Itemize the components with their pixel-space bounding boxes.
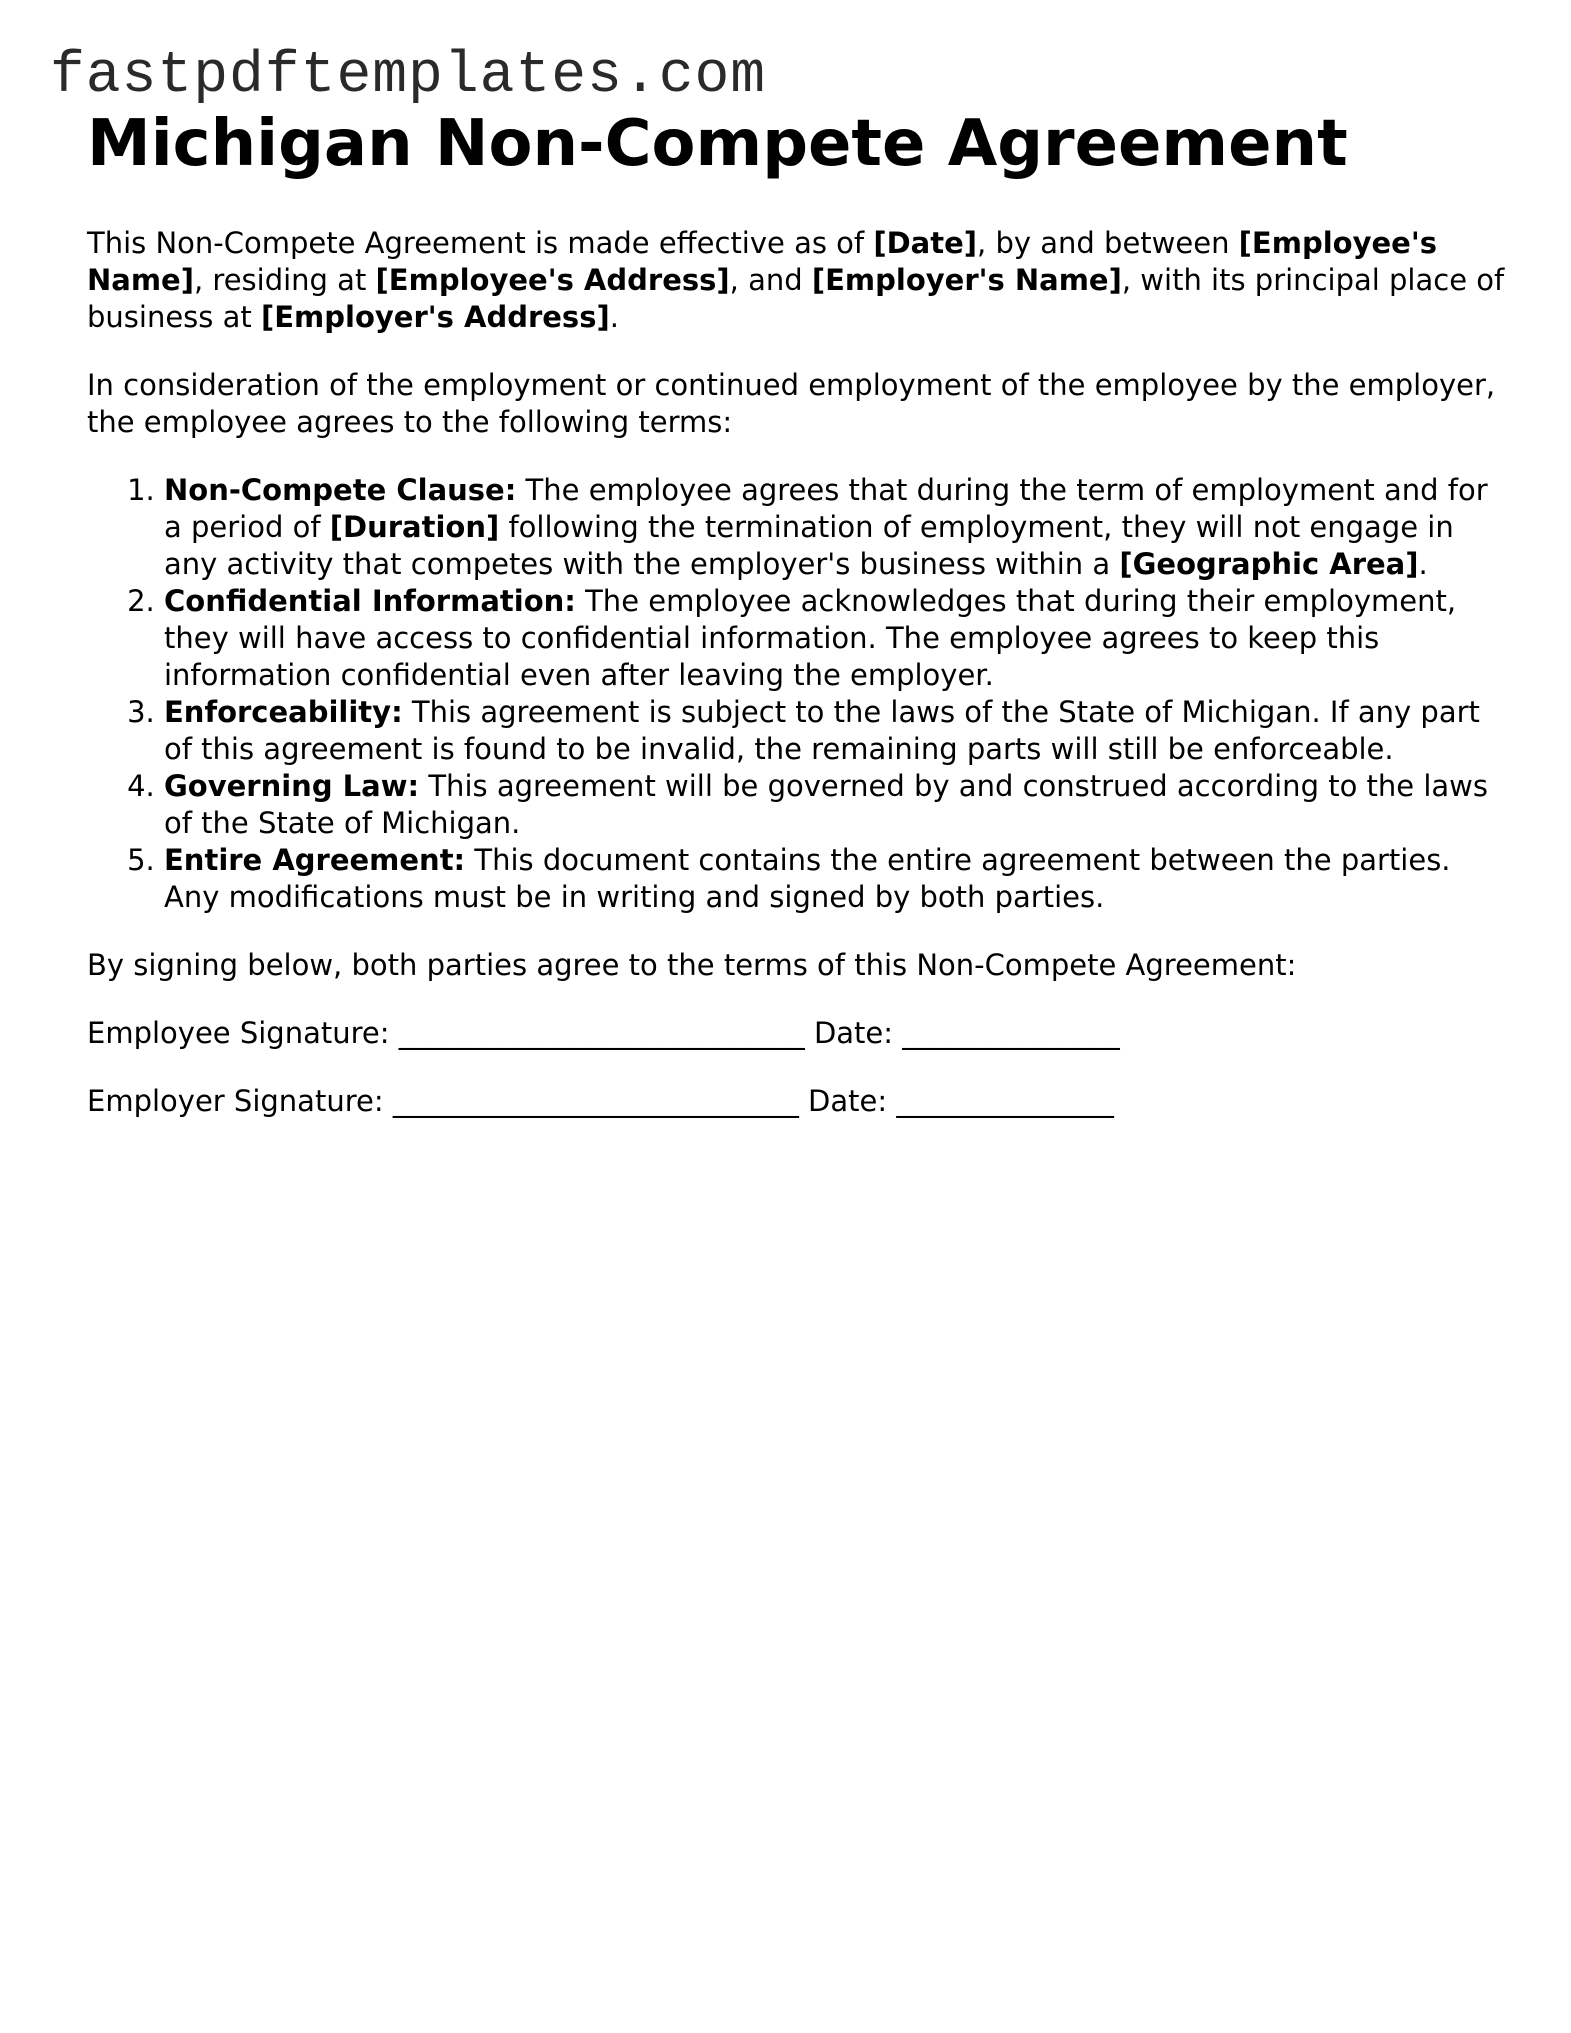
document-body [87,225,1507,1151]
term-text: This agreement is subject to the laws of the State of Michigan. If any part of this agreement is found to be invalid, the remaining parts will still be enforceable. [164,695,1480,766]
terms-list [87,472,1507,916]
term-heading: Entire Agreement: [164,843,466,877]
intro-text: , by and between [977,226,1239,260]
geographic-area-placeholder: [Geographic Area] [1119,547,1419,581]
closing-paragraph: By signing below, both parties agree to the terms of this Non-Compete Agreement: [87,948,1297,982]
term-text: . [1418,547,1428,581]
term-item-enforceability [164,694,1507,768]
document-title: Michigan Non-Compete Agreement [87,107,1348,181]
duration-placeholder: [Duration] [329,510,500,544]
term-item-governing-law [164,768,1507,842]
term-text: The employee acknowledges that during their employment, they will have access to confidential information. The employee agrees to keep this information confidential even after leaving the employer. [164,584,1457,692]
intro-text: , and [729,263,812,297]
term-text: The employee agrees that during the term of employment and for a period of [164,473,1488,544]
intro-text: . [609,300,619,334]
employer-address-placeholder: [Employer's Address] [260,300,610,334]
intro-paragraph [87,225,1507,336]
term-heading: Governing Law: [164,769,420,803]
term-heading: Enforceability: [164,695,403,729]
term-text: following the termination of employment, they will not engage in any activity that competes with the employer's business within a [164,510,1454,581]
term-text: This agreement will be governed by and construed according to the laws of the State of Michigan. [164,769,1488,840]
employee-address-placeholder: [Employee's Address] [375,263,730,297]
consideration-paragraph: In consideration of the employment or continued employment of the employee by the employer, the employee agrees to the following terms: [87,368,1496,439]
date-placeholder: [Date] [873,226,978,260]
term-text: This document contains the entire agreement between the parties. Any modifications must be in writing and signed by both parties. [164,843,1451,914]
term-heading: Non-Compete Clause: [164,473,517,507]
term-item-entire-agreement [164,842,1507,916]
intro-text: , residing at [193,263,376,297]
intro-text: This Non-Compete Agreement is made effective as of [87,226,874,260]
term-heading: Confidential Information: [164,584,576,618]
employee-signature-line: Employee Signature: ____________________________ Date: _______________ [87,1016,1120,1050]
employer-name-placeholder: [Employer's Name] [811,263,1122,297]
employee-name-placeholder: [Employee's Name] [87,226,1437,297]
intro-text: , with its principal place of business at [87,263,1505,334]
employer-signature-line: Employer Signature: ____________________________ Date: _______________ [87,1084,1114,1118]
term-item-confidential [164,583,1507,694]
watermark: fastpdftemplates.com [50,44,767,109]
term-item-non-compete [164,472,1507,583]
